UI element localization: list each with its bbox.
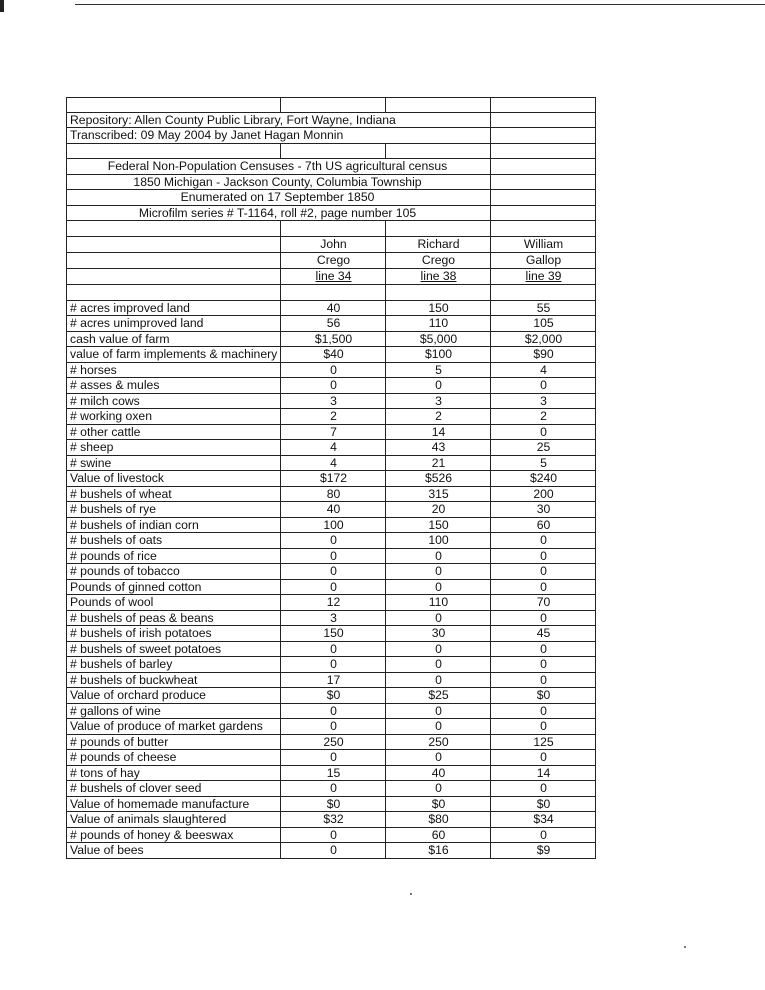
- row-value: 0: [491, 611, 596, 626]
- row-label: # bushels of sweet potatoes: [66, 642, 281, 657]
- row-value: 0: [491, 673, 596, 688]
- table-row-empty: [66, 285, 596, 301]
- row-label: # acres unimproved land: [66, 316, 281, 331]
- row-value: 0: [386, 580, 491, 595]
- table-row: [66, 797, 596, 813]
- table-row: [66, 487, 596, 503]
- row-value: 0: [281, 363, 386, 378]
- table-row: [66, 704, 596, 720]
- row-value: 0: [491, 750, 596, 765]
- row-value: 45: [491, 626, 596, 641]
- table-row: [66, 518, 596, 534]
- row-value: 4: [281, 440, 386, 455]
- row-label: # bushels of rye: [66, 502, 281, 517]
- row-label: # bushels of irish potatoes: [66, 626, 281, 641]
- table-row: [66, 533, 596, 549]
- row-value: 2: [491, 409, 596, 424]
- row-label: # pounds of honey & beeswax: [66, 828, 281, 843]
- row-value: 5: [386, 363, 491, 378]
- row-label: # horses: [66, 363, 281, 378]
- row-value: 17: [281, 673, 386, 688]
- row-label: # bushels of clover seed: [66, 781, 281, 796]
- row-value: 43: [386, 440, 491, 455]
- repository-text: Repository: Allen County Public Library, Fort Wayne, Indiana: [66, 113, 491, 128]
- table-row: [66, 440, 596, 456]
- row-value: 0: [491, 549, 596, 564]
- table-row: [66, 502, 596, 518]
- person-first-name: John: [281, 237, 386, 252]
- row-value: 0: [386, 549, 491, 564]
- row-value: 0: [386, 657, 491, 672]
- table-row: [66, 347, 596, 363]
- row-value: 125: [491, 735, 596, 750]
- row-value: 0: [386, 704, 491, 719]
- table-row: [66, 766, 596, 782]
- row-value: $240: [491, 471, 596, 486]
- row-value: 100: [386, 533, 491, 548]
- row-value: 150: [281, 626, 386, 641]
- row-label: value of farm implements & machinery: [66, 347, 281, 362]
- repository-row: [66, 113, 596, 129]
- row-value: 40: [386, 766, 491, 781]
- row-value: $2,000: [491, 332, 596, 347]
- person-line-number: line 39: [525, 268, 562, 283]
- row-value: 14: [386, 425, 491, 440]
- table-row: [66, 828, 596, 844]
- row-label: # swine: [66, 456, 281, 471]
- table-row: [66, 781, 596, 797]
- person-line-number: line 34: [315, 268, 352, 283]
- row-label: # bushels of barley: [66, 657, 281, 672]
- row-value: $526: [386, 471, 491, 486]
- row-value: 0: [491, 642, 596, 657]
- table-row: [66, 595, 596, 611]
- row-value: 105: [491, 316, 596, 331]
- row-value: 0: [281, 533, 386, 548]
- row-value: 0: [281, 564, 386, 579]
- row-value: 70: [491, 595, 596, 610]
- table-row: [66, 719, 596, 735]
- row-value: $5,000: [386, 332, 491, 347]
- row-value: 30: [386, 626, 491, 641]
- row-label: # bushels of wheat: [66, 487, 281, 502]
- census-table: [66, 97, 596, 859]
- table-row: [66, 332, 596, 348]
- row-value: 3: [386, 394, 491, 409]
- row-value: 0: [491, 704, 596, 719]
- row-value: 12: [281, 595, 386, 610]
- row-value: 250: [281, 735, 386, 750]
- row-value: 0: [281, 719, 386, 734]
- row-value: 3: [281, 611, 386, 626]
- row-value: 0: [491, 657, 596, 672]
- table-row: [66, 673, 596, 689]
- table-row: [66, 471, 596, 487]
- table-row: [66, 688, 596, 704]
- row-value: 0: [491, 719, 596, 734]
- row-value: 0: [491, 533, 596, 548]
- row-value: 30: [491, 502, 596, 517]
- row-label: # milch cows: [66, 394, 281, 409]
- person-last-name-row: [66, 253, 596, 269]
- person-line-number: line 38: [420, 268, 457, 283]
- row-value: 0: [281, 549, 386, 564]
- row-value: 56: [281, 316, 386, 331]
- table-row: [66, 378, 596, 394]
- row-label: # bushels of peas & beans: [66, 611, 281, 626]
- title-line-2: 1850 Michigan - Jackson County, Columbia Township: [66, 175, 596, 191]
- scan-corner-mark: [0, 0, 4, 12]
- row-value: $90: [491, 347, 596, 362]
- table-row: [66, 316, 596, 332]
- row-value: 60: [491, 518, 596, 533]
- row-label: Pounds of ginned cotton: [66, 580, 281, 595]
- row-value: 0: [386, 642, 491, 657]
- table-row: [66, 564, 596, 580]
- row-value: 25: [491, 440, 596, 455]
- title-line-3: Enumerated on 17 September 1850: [66, 190, 596, 206]
- row-value: 2: [281, 409, 386, 424]
- row-value: $0: [386, 797, 491, 812]
- scan-edge-line: [75, 4, 765, 5]
- person-line-row: [66, 269, 596, 285]
- row-value: 0: [491, 425, 596, 440]
- scan-speck: [684, 946, 686, 948]
- table-row: [66, 363, 596, 379]
- table-row: [66, 843, 596, 859]
- title-line-4: Microfilm series # T-1164, roll #2, page number 105: [66, 206, 596, 222]
- row-value: 0: [386, 378, 491, 393]
- person-first-name: Richard: [386, 237, 491, 252]
- row-value: 3: [281, 394, 386, 409]
- row-value: 0: [491, 564, 596, 579]
- row-value: $9: [491, 843, 596, 858]
- row-label: Value of produce of market gardens: [66, 719, 281, 734]
- row-value: 0: [386, 719, 491, 734]
- row-value: $32: [281, 812, 386, 827]
- row-label: # asses & mules: [66, 378, 281, 393]
- row-label: # acres improved land: [66, 301, 281, 316]
- row-label: # bushels of oats: [66, 533, 281, 548]
- table-row: [66, 735, 596, 751]
- row-value: $1,500: [281, 332, 386, 347]
- person-last-name: Gallop: [491, 253, 596, 268]
- row-value: 0: [491, 378, 596, 393]
- table-row: [66, 301, 596, 317]
- row-value: 250: [386, 735, 491, 750]
- row-value: 0: [491, 580, 596, 595]
- row-value: 40: [281, 502, 386, 517]
- row-label: # bushels of indian corn: [66, 518, 281, 533]
- row-value: 0: [281, 781, 386, 796]
- row-value: 0: [281, 657, 386, 672]
- row-value: 60: [386, 828, 491, 843]
- row-value: $0: [491, 688, 596, 703]
- table-row: [66, 750, 596, 766]
- row-value: 80: [281, 487, 386, 502]
- row-value: 200: [491, 487, 596, 502]
- row-value: $0: [281, 797, 386, 812]
- row-label: Value of orchard produce: [66, 688, 281, 703]
- person-first-name-row: [66, 237, 596, 253]
- row-value: $100: [386, 347, 491, 362]
- row-value: 110: [386, 595, 491, 610]
- row-value: $25: [386, 688, 491, 703]
- row-label: Value of livestock: [66, 471, 281, 486]
- row-value: 0: [386, 564, 491, 579]
- table-row: [66, 626, 596, 642]
- row-value: 0: [281, 580, 386, 595]
- row-value: 21: [386, 456, 491, 471]
- table-row: [66, 657, 596, 673]
- row-value: 0: [281, 704, 386, 719]
- row-label: # working oxen: [66, 409, 281, 424]
- table-row: [66, 580, 596, 596]
- table-row-empty: [66, 221, 596, 237]
- row-value: 3: [491, 394, 596, 409]
- row-value: $40: [281, 347, 386, 362]
- person-last-name: Crego: [386, 253, 491, 268]
- row-value: 5: [491, 456, 596, 471]
- transcribed-text: Transcribed: 09 May 2004 by Janet Hagan Monnin: [66, 128, 491, 143]
- row-value: 2: [386, 409, 491, 424]
- row-label: Value of animals slaughtered: [66, 812, 281, 827]
- row-value: 7: [281, 425, 386, 440]
- row-label: # other cattle: [66, 425, 281, 440]
- row-value: $16: [386, 843, 491, 858]
- person-first-name: William: [491, 237, 596, 252]
- row-label: Value of homemade manufacture: [66, 797, 281, 812]
- row-value: 14: [491, 766, 596, 781]
- row-label: # gallons of wine: [66, 704, 281, 719]
- row-value: 100: [281, 518, 386, 533]
- row-value: 0: [281, 378, 386, 393]
- row-value: 0: [281, 642, 386, 657]
- row-label: # pounds of tobacco: [66, 564, 281, 579]
- row-value: 0: [281, 750, 386, 765]
- table-row: [66, 642, 596, 658]
- table-row: [66, 549, 596, 565]
- row-value: 0: [491, 828, 596, 843]
- person-last-name: Crego: [281, 253, 386, 268]
- row-value: 0: [281, 843, 386, 858]
- census-data-rows: [66, 301, 596, 859]
- row-label: cash value of farm: [66, 332, 281, 347]
- row-value: $80: [386, 812, 491, 827]
- row-label: # pounds of butter: [66, 735, 281, 750]
- row-value: 315: [386, 487, 491, 502]
- table-row: [66, 456, 596, 472]
- row-label: # pounds of rice: [66, 549, 281, 564]
- row-value: 0: [386, 781, 491, 796]
- row-value: 15: [281, 766, 386, 781]
- row-value: 0: [386, 750, 491, 765]
- row-label: # tons of hay: [66, 766, 281, 781]
- row-value: $34: [491, 812, 596, 827]
- row-value: 20: [386, 502, 491, 517]
- row-value: $0: [281, 688, 386, 703]
- table-row: [66, 409, 596, 425]
- scan-speck: [410, 893, 412, 895]
- table-row-empty: [66, 97, 596, 113]
- table-row: [66, 394, 596, 410]
- row-value: 150: [386, 518, 491, 533]
- row-value: 40: [281, 301, 386, 316]
- row-label: # sheep: [66, 440, 281, 455]
- row-value: 0: [281, 828, 386, 843]
- row-value: $172: [281, 471, 386, 486]
- table-row-empty: [66, 144, 596, 160]
- row-value: 110: [386, 316, 491, 331]
- row-label: Pounds of wool: [66, 595, 281, 610]
- row-label: # pounds of cheese: [66, 750, 281, 765]
- row-value: 0: [386, 673, 491, 688]
- table-row: [66, 425, 596, 441]
- row-value: 0: [386, 611, 491, 626]
- row-value: 4: [491, 363, 596, 378]
- row-label: Value of bees: [66, 843, 281, 858]
- row-label: # bushels of buckwheat: [66, 673, 281, 688]
- row-value: $0: [491, 797, 596, 812]
- row-value: 150: [386, 301, 491, 316]
- table-row: [66, 812, 596, 828]
- row-value: 55: [491, 301, 596, 316]
- row-value: 0: [491, 781, 596, 796]
- transcribed-row: [66, 128, 596, 144]
- row-value: 4: [281, 456, 386, 471]
- title-line-1: Federal Non-Population Censuses - 7th US agricultural census: [66, 159, 596, 175]
- table-row: [66, 611, 596, 627]
